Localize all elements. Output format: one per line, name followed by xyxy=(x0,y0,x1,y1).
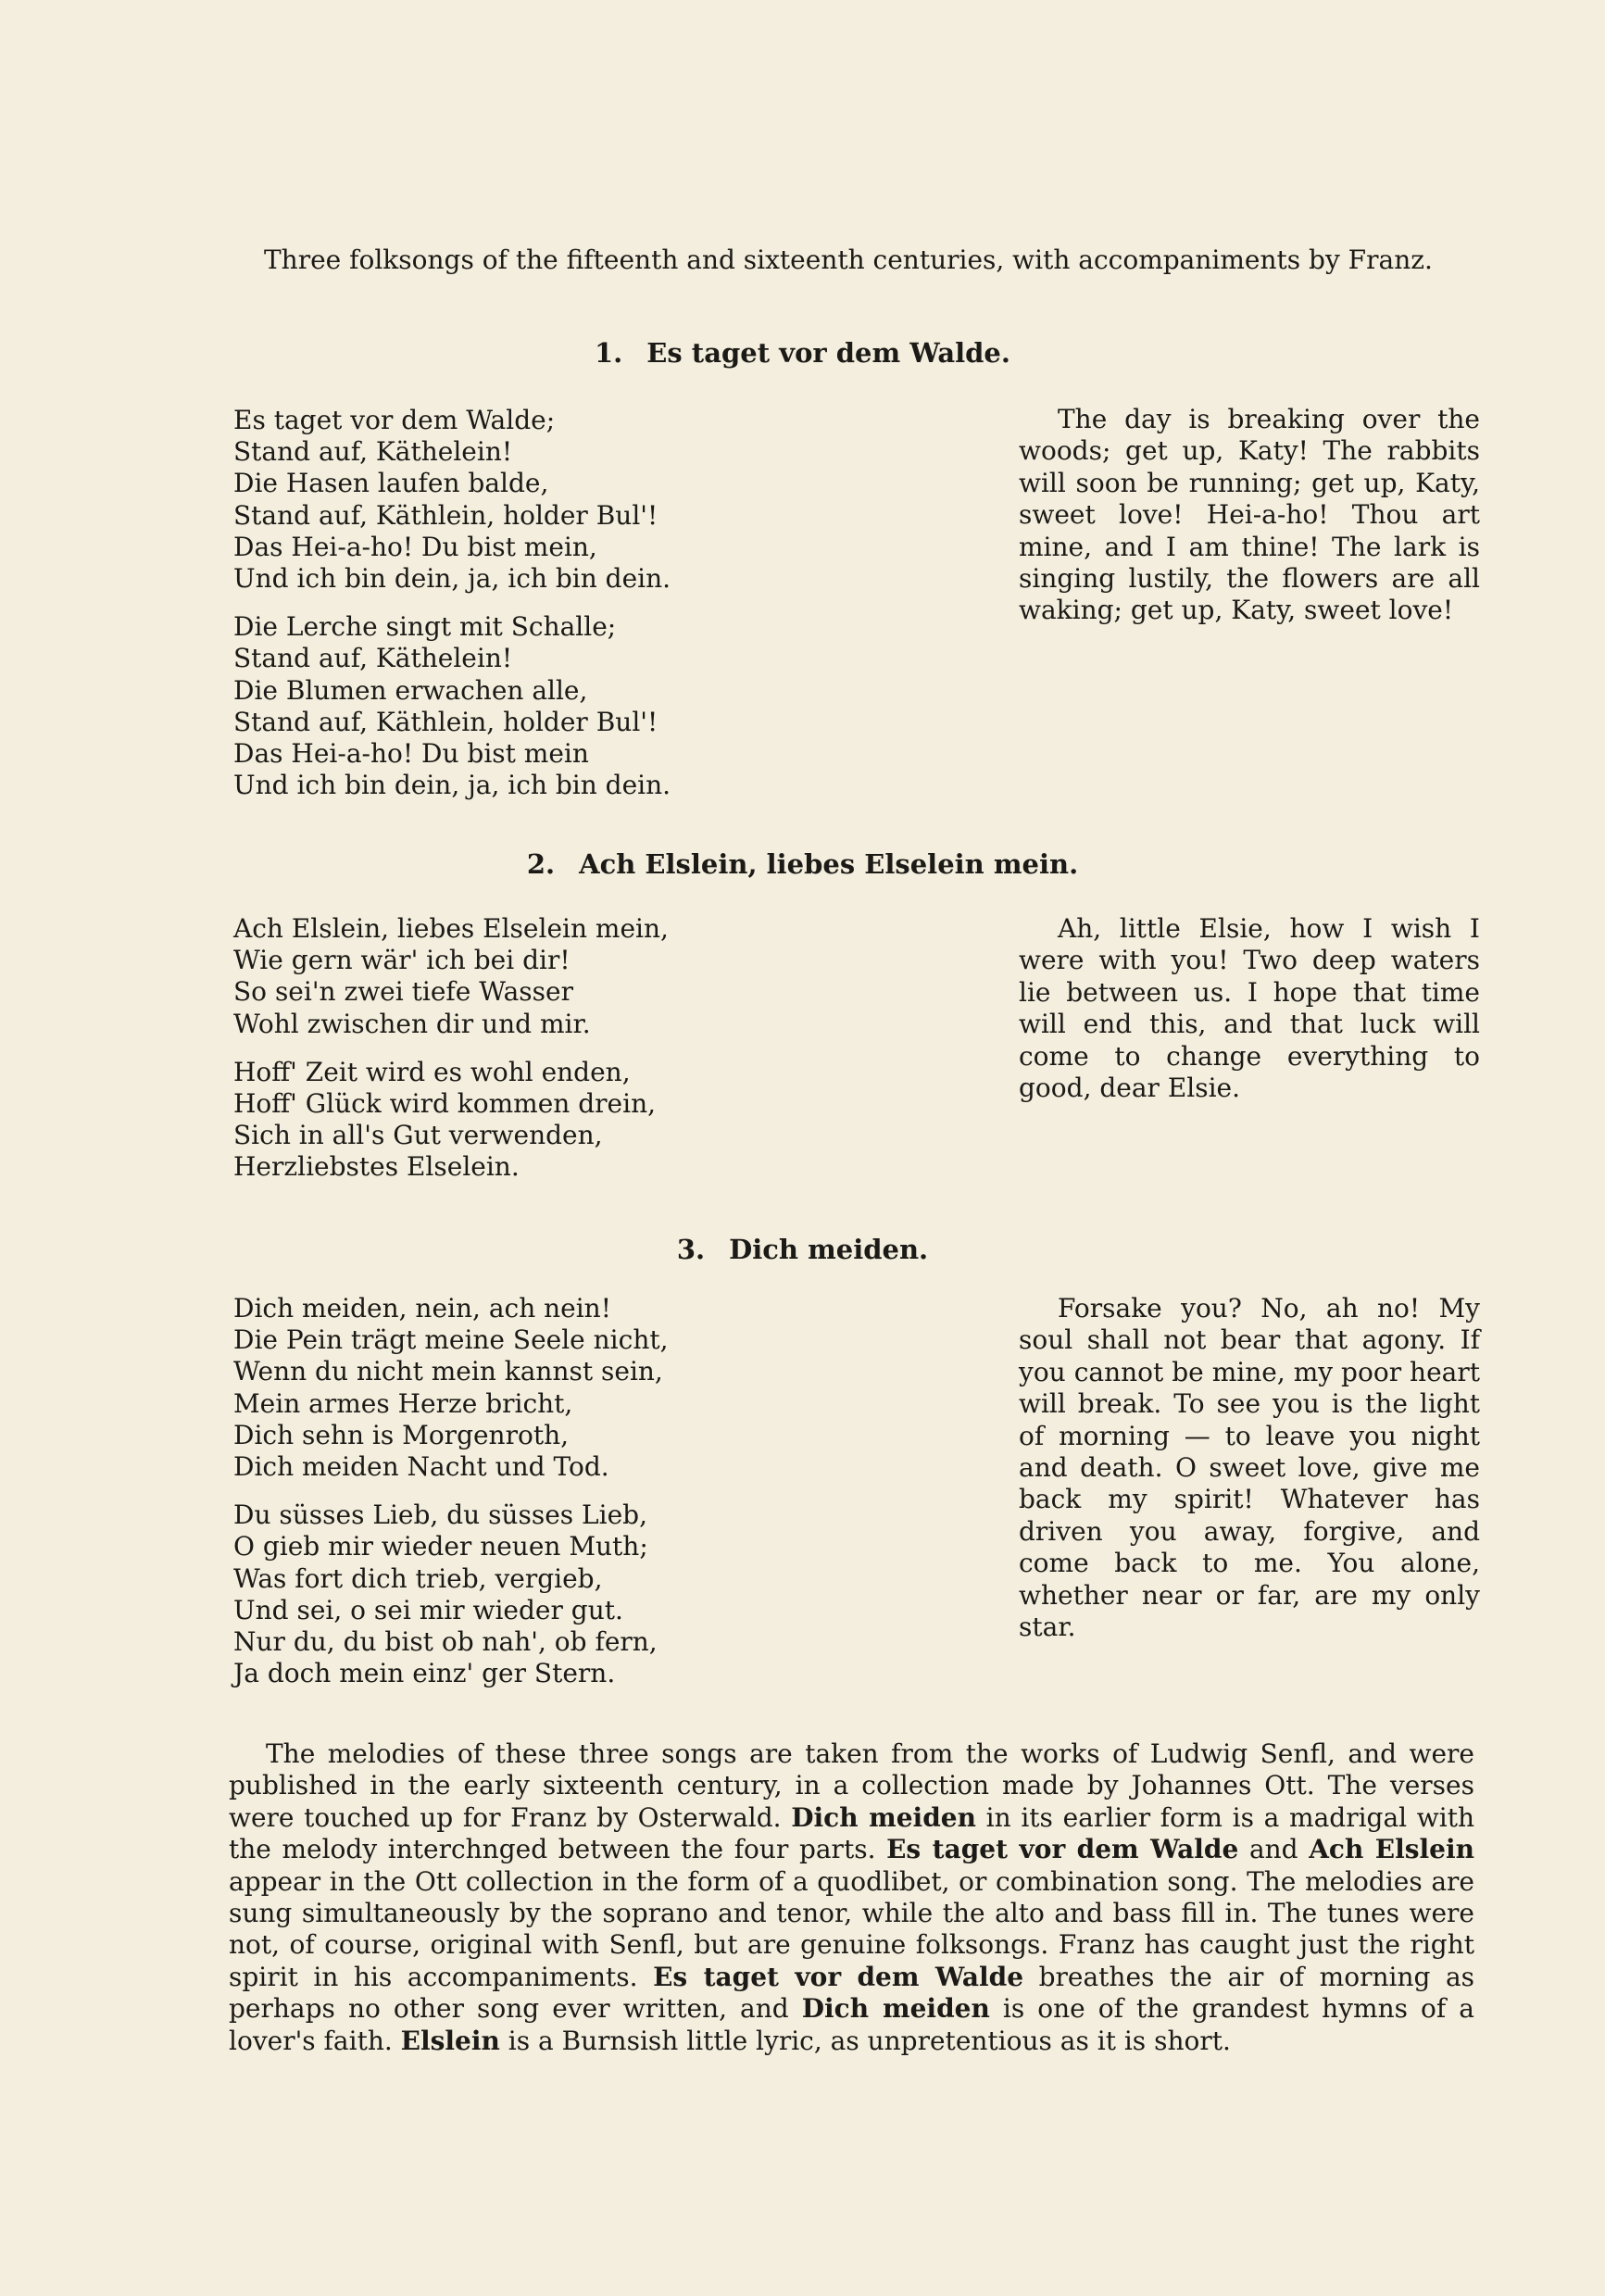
lyric-line: Und ich bin dein, ja, ich bin dein. xyxy=(233,563,671,595)
lyric-line: Ja doch mein einz' ger Stern. xyxy=(233,1658,616,1689)
lyric-line: Stand auf, Käthelein! xyxy=(233,436,513,468)
lyric-line: Stand auf, Käthlein, holder Bul'! xyxy=(233,499,658,531)
text-run: is one of the grandest hymns of a lover's faith. xyxy=(229,1993,1474,2056)
text-run: appear in the Ott collection in the form of a quodlibet, or combination song. The melodies are sung simultaneously by the soprano and tenor, while the alto and bass fill in. The tunes were not, of course, original with Senfl, but are genuine folksongs. Franz has caught just the right spirit in his accompaniments. xyxy=(229,1865,1474,1992)
song-reference: Dich meiden xyxy=(791,1801,976,1833)
text-run: and xyxy=(1238,1834,1310,1865)
song-number: 2. xyxy=(526,848,556,880)
lyric-line: Das Hei-a-ho! Du bist mein xyxy=(233,738,589,770)
song-title-3 xyxy=(0,1234,1605,1265)
lyric-line: Mein armes Herze bricht, xyxy=(233,1387,573,1419)
song-reference: Es taget vor dem Walde xyxy=(886,1834,1239,1865)
lyric-line: So sei'n zwei tiefe Wasser xyxy=(233,976,573,1008)
text-run: in its earlier form is a madrigal with the melody interchnged between the four parts. xyxy=(229,1801,1475,1865)
lyric-line: Die Pein trägt meine Seele nicht, xyxy=(233,1324,669,1356)
song-title-2 xyxy=(0,848,1605,880)
song-reference: Dich meiden xyxy=(801,1993,990,2025)
lyric-line: Und ich bin dein, ja, ich bin dein. xyxy=(233,770,671,801)
closing-paragraph xyxy=(229,1738,1474,2057)
lyric-line: Die Hasen laufen balde, xyxy=(233,468,549,499)
lyric-line: Es taget vor dem Walde; xyxy=(233,405,556,435)
lyric-line: Dich meiden, nein, ach nein! xyxy=(233,1293,611,1324)
stanza xyxy=(233,1293,826,1483)
lyric-line: Wohl zwischen dir und mir. xyxy=(233,1008,591,1039)
lyric-line: Die Lerche singt mit Schalle; xyxy=(233,611,617,643)
lyric-line: Wie gern wär' ich bei dir! xyxy=(233,945,571,976)
german-lyrics-1 xyxy=(233,405,826,818)
intro-paragraph: Three folksongs of the fifteenth and sixteenth centuries, with accompaniments by Franz. xyxy=(264,245,1433,275)
lyric-line: Sich in all's Gut verwenden, xyxy=(233,1120,603,1151)
german-lyrics-2 xyxy=(233,913,826,1200)
song-number: 3. xyxy=(676,1234,706,1265)
stanza xyxy=(233,1057,826,1184)
lyric-line: Ach Elslein, liebes Elselein mein, xyxy=(233,913,669,944)
lyric-line: Dich sehn is Morgenroth, xyxy=(233,1419,570,1450)
song-reference: Ach Elslein xyxy=(1309,1834,1474,1865)
lyric-line: Stand auf, Käthelein! xyxy=(233,643,513,674)
song-title-text: Es taget vor dem Walde. xyxy=(646,337,1010,369)
text-run: breathes the air of morning as perhaps no other song ever written, and xyxy=(229,1961,1475,2025)
lyric-line: Dich meiden Nacht und Tod. xyxy=(233,1451,609,1483)
lyric-line: Hoff' Zeit wird es wohl enden, xyxy=(233,1056,631,1087)
song-title-1 xyxy=(0,337,1605,369)
song-number: 1. xyxy=(595,337,623,369)
song-title-text: Ach Elslein, liebes Elselein mein. xyxy=(579,848,1079,880)
lyric-line: Was fort dich trieb, vergieb, xyxy=(233,1562,603,1594)
text-run: The melodies of these three songs are taken from the works of Ludwig Senfl, and were published in the early sixteenth century, in a collection made by Johannes Ott. The verses were touched up for Franz by Osterwald. xyxy=(229,1738,1474,1833)
stanza xyxy=(233,405,826,595)
text-run: is a Burnsish little lyric, as unpretentious as it is short. xyxy=(499,2025,1231,2056)
lyric-line: Stand auf, Käthlein, holder Bul'! xyxy=(233,706,658,737)
lyric-line: Herzliebstes Elselein. xyxy=(233,1151,520,1183)
lyric-line: Die Blumen erwachen alle, xyxy=(233,674,588,706)
song-reference: Elslein xyxy=(400,2025,500,2056)
song-title-text: Dich meiden. xyxy=(729,1234,929,1265)
lyric-line: Hoff' Glück wird kommen drein, xyxy=(233,1088,656,1120)
english-translation-1: The day is breaking over the woods; get up, Katy! The rabbits will soon be running; get up, Katy, sweet love! Hei-a-ho! Thou art mine, and I am thine! The lark is singing lustily, the flowers are all waking; get up, Katy, sweet love! xyxy=(1019,404,1480,626)
lyric-line: Und sei, o sei mir wieder gut. xyxy=(233,1594,623,1625)
lyric-line: Du süsses Lieb, du süsses Lieb, xyxy=(233,1499,647,1531)
english-translation-3: Forsake you? No, ah no! My soul shall not bear that agony. If you cannot be mine, my poor heart will break. To see you is the light of morning — to leave you night and death. O sweet love, give me back my spirit! Whatever has driven you away, forgive, and come back to me. You alone, whether near or far, are my only star. xyxy=(1019,1293,1480,1643)
lyric-line: Nur du, du bist ob nah', ob fern, xyxy=(233,1626,658,1658)
lyric-line: O gieb mir wieder neuen Muth; xyxy=(233,1531,648,1562)
stanza xyxy=(233,913,826,1040)
lyric-line: Das Hei-a-ho! Du bist mein, xyxy=(233,531,597,562)
german-lyrics-3 xyxy=(233,1293,826,1706)
lyric-line: Wenn du nicht mein kannst sein, xyxy=(233,1356,663,1387)
song-reference: Es taget vor dem Walde xyxy=(653,1961,1024,1992)
stanza xyxy=(233,611,826,801)
stanza xyxy=(233,1499,826,1689)
english-translation-2: Ah, little Elsie, how I wish I were with you! Two deep waters lie between us. I hope that time will end this, and that luck will come to change everything to good, dear Elsie. xyxy=(1019,913,1480,1104)
